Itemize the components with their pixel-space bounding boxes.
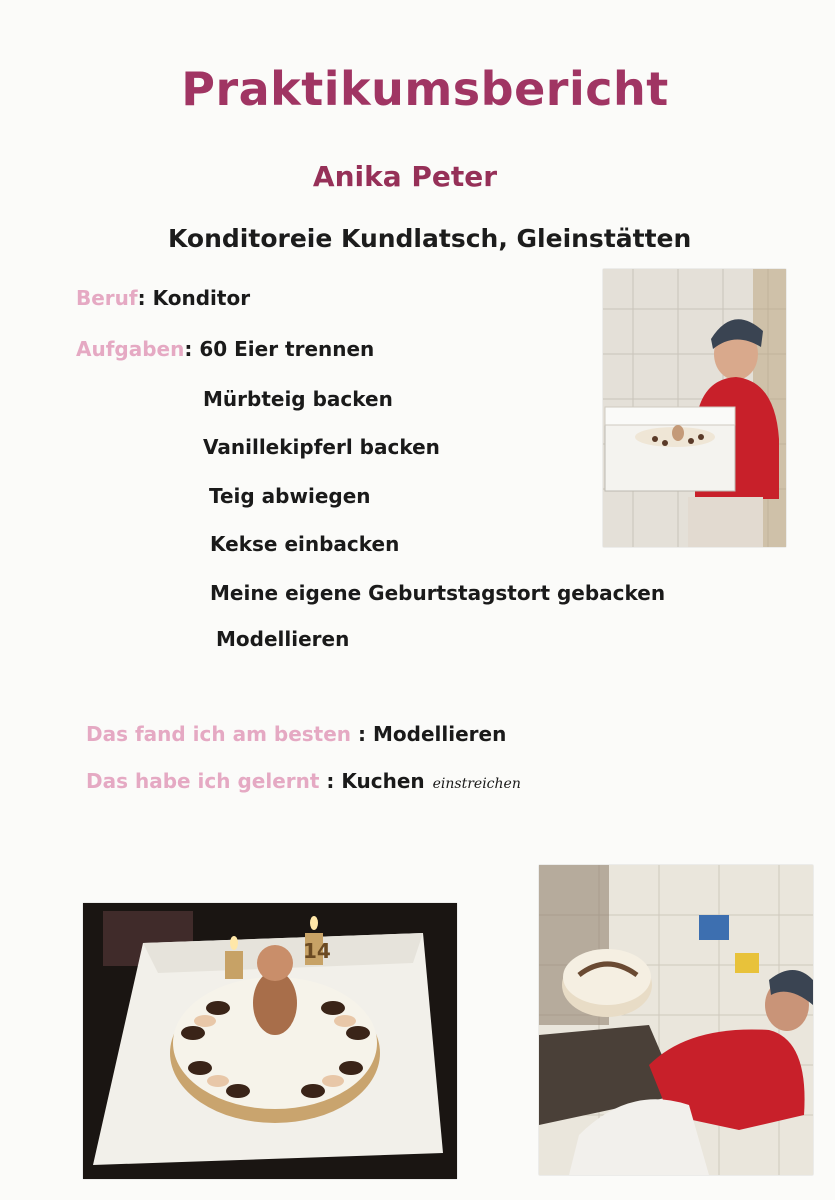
aufgaben-label: Aufgaben: [76, 337, 185, 361]
photo-birthday-cake-image: [83, 903, 457, 1179]
learned-value: Kuchen: [341, 769, 425, 793]
page-title: Praktikumsbericht: [181, 62, 669, 116]
task-item: Meine eigene Geburtstagstort gebacken: [210, 581, 666, 605]
photo-girl-decorating-cake-image: [539, 865, 813, 1175]
cake-candle-number: 14: [303, 939, 331, 963]
author-name: Anika Peter: [312, 160, 498, 193]
company-name: Konditoreie Kundlatsch, Gleinstätten: [168, 224, 692, 253]
beruf-value: Konditor: [152, 286, 251, 310]
best-colon: :: [351, 722, 373, 746]
photo-girl-decorating-cake: [539, 865, 813, 1175]
aufgaben-colon: :: [184, 337, 200, 361]
learned-label: Das habe ich gelernt: [86, 769, 320, 793]
task-item: Modellieren: [216, 627, 350, 651]
task-item: 60 Eier trennen: [199, 337, 375, 361]
best-value: Modellieren: [372, 722, 507, 746]
photo-girl-with-cake-box-image: [603, 269, 786, 547]
learned-colon: :: [319, 769, 342, 793]
photo-girl-with-cake-box: [603, 269, 786, 547]
task-item: Kekse einbacken: [210, 532, 400, 556]
task-item: Teig abwiegen: [209, 484, 371, 508]
beruf-row: [76, 286, 250, 310]
learned-handwritten: einstreichen: [432, 776, 521, 792]
aufgaben-row: [76, 337, 374, 361]
best-label: Das fand ich am besten: [86, 722, 352, 746]
task-item: Vanillekipferl backen: [203, 435, 440, 459]
learned-row: [86, 769, 521, 793]
task-item: Mürbteig backen: [203, 387, 393, 411]
best-row: [86, 722, 506, 746]
beruf-label: Beruf: [76, 286, 138, 310]
photo-birthday-cake: [83, 903, 457, 1179]
beruf-colon: :: [137, 286, 153, 310]
